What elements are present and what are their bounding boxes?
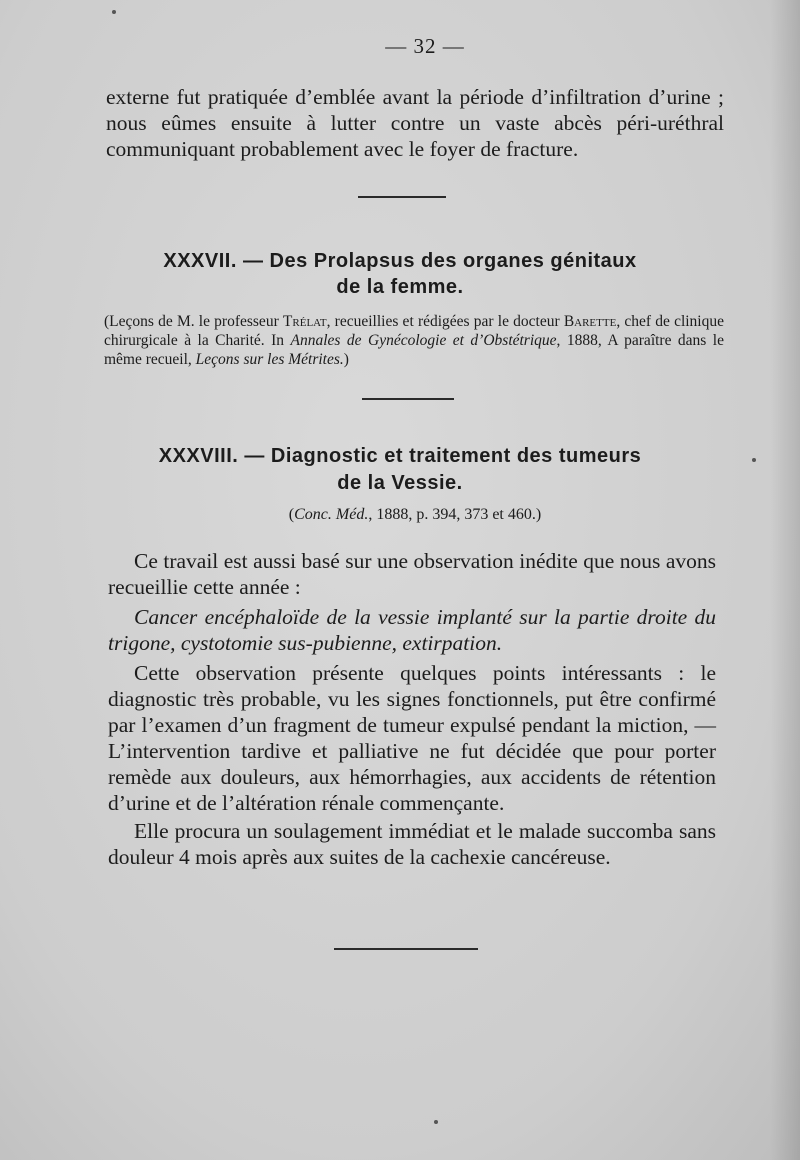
section-37-reference [104, 312, 724, 369]
paper-speck [752, 458, 756, 462]
intro-paragraph-block [106, 84, 724, 162]
body-paragraph-3: Cette observation présente quelques points intéressants : le diagnostic très probable, vu les signes fonctionnels, put être confirmé par l’examen d’un fragment de tumeur expulsé pendant la miction, — L’intervention tardive et palliative ne fut décidée que pour porter remède aux douleurs, aux hémorrhagies, aux accidents de rétention d’urine et de l’altération rénale commençante. [108, 661, 716, 815]
body-italic-diagnosis: Cancer encéphaloïde de la vessie implanté sur la partie droite du trigone, cystotomie sus-pubienne, extirpation. [108, 605, 716, 655]
ref-after-editor: , chef de clinique chirurgicale à la Charité. In [104, 313, 724, 349]
ref-mid: , recueillies et rédigées par le docteur [326, 313, 564, 330]
section-38-body [108, 548, 716, 870]
section-divider-1 [358, 196, 446, 198]
ref-after-journal: , 1888, A paraître dans le même recueil, [104, 332, 724, 368]
ref-journal: Annales de Gynécologie et d’Obstétrique [290, 332, 557, 349]
body-paragraph-4: Elle procura un soulagement immédiat et le malade succomba sans douleur 4 mois après aux suites de la cachexie cancéreuse. [108, 819, 716, 869]
paper-speck [434, 1120, 438, 1124]
ref-prefix: (Leçons de M. le professeur [104, 313, 283, 330]
cite-open: ( [288, 506, 295, 523]
page-number: — 32 — [385, 34, 465, 58]
page-edge-shadow [770, 0, 800, 1160]
section-38-title-line1: XXXVIII. — Diagnostic et traitement des tumeurs [158, 445, 642, 467]
end-divider [334, 948, 478, 950]
ref-editor: Barette [563, 313, 617, 330]
paper-speck [112, 10, 116, 14]
section-38-citation [0, 506, 800, 524]
cite-journal: Conc. Méd. [294, 506, 369, 523]
body-paragraph-1: Ce travail est aussi basé sur une observation inédite que nous avons recueillie cette année : [108, 549, 716, 599]
section-38-title-line2: de la Vessie. [337, 472, 463, 494]
ref-book: Leçons sur les Métrites. [195, 351, 344, 368]
cite-rest: , 1888, p. 394, 373 et 460.) [368, 506, 542, 523]
ref-author: Trélat [282, 313, 327, 330]
section-37-title-line2: de la femme. [336, 276, 464, 298]
section-37-title-line1: XXXVII. — Des Prolapsus des organes génitaux [163, 250, 637, 272]
ref-end: ) [343, 351, 349, 368]
body-paragraph-2 [108, 604, 716, 656]
intro-paragraph: externe fut pratiquée d’emblée avant la période d’infiltration d’urine ; nous eûmes ensuite à lutter contre un vaste abcès péri-uréthral communiquant probablement avec le foyer de fracture. [106, 85, 724, 161]
section-divider-2 [362, 398, 454, 400]
